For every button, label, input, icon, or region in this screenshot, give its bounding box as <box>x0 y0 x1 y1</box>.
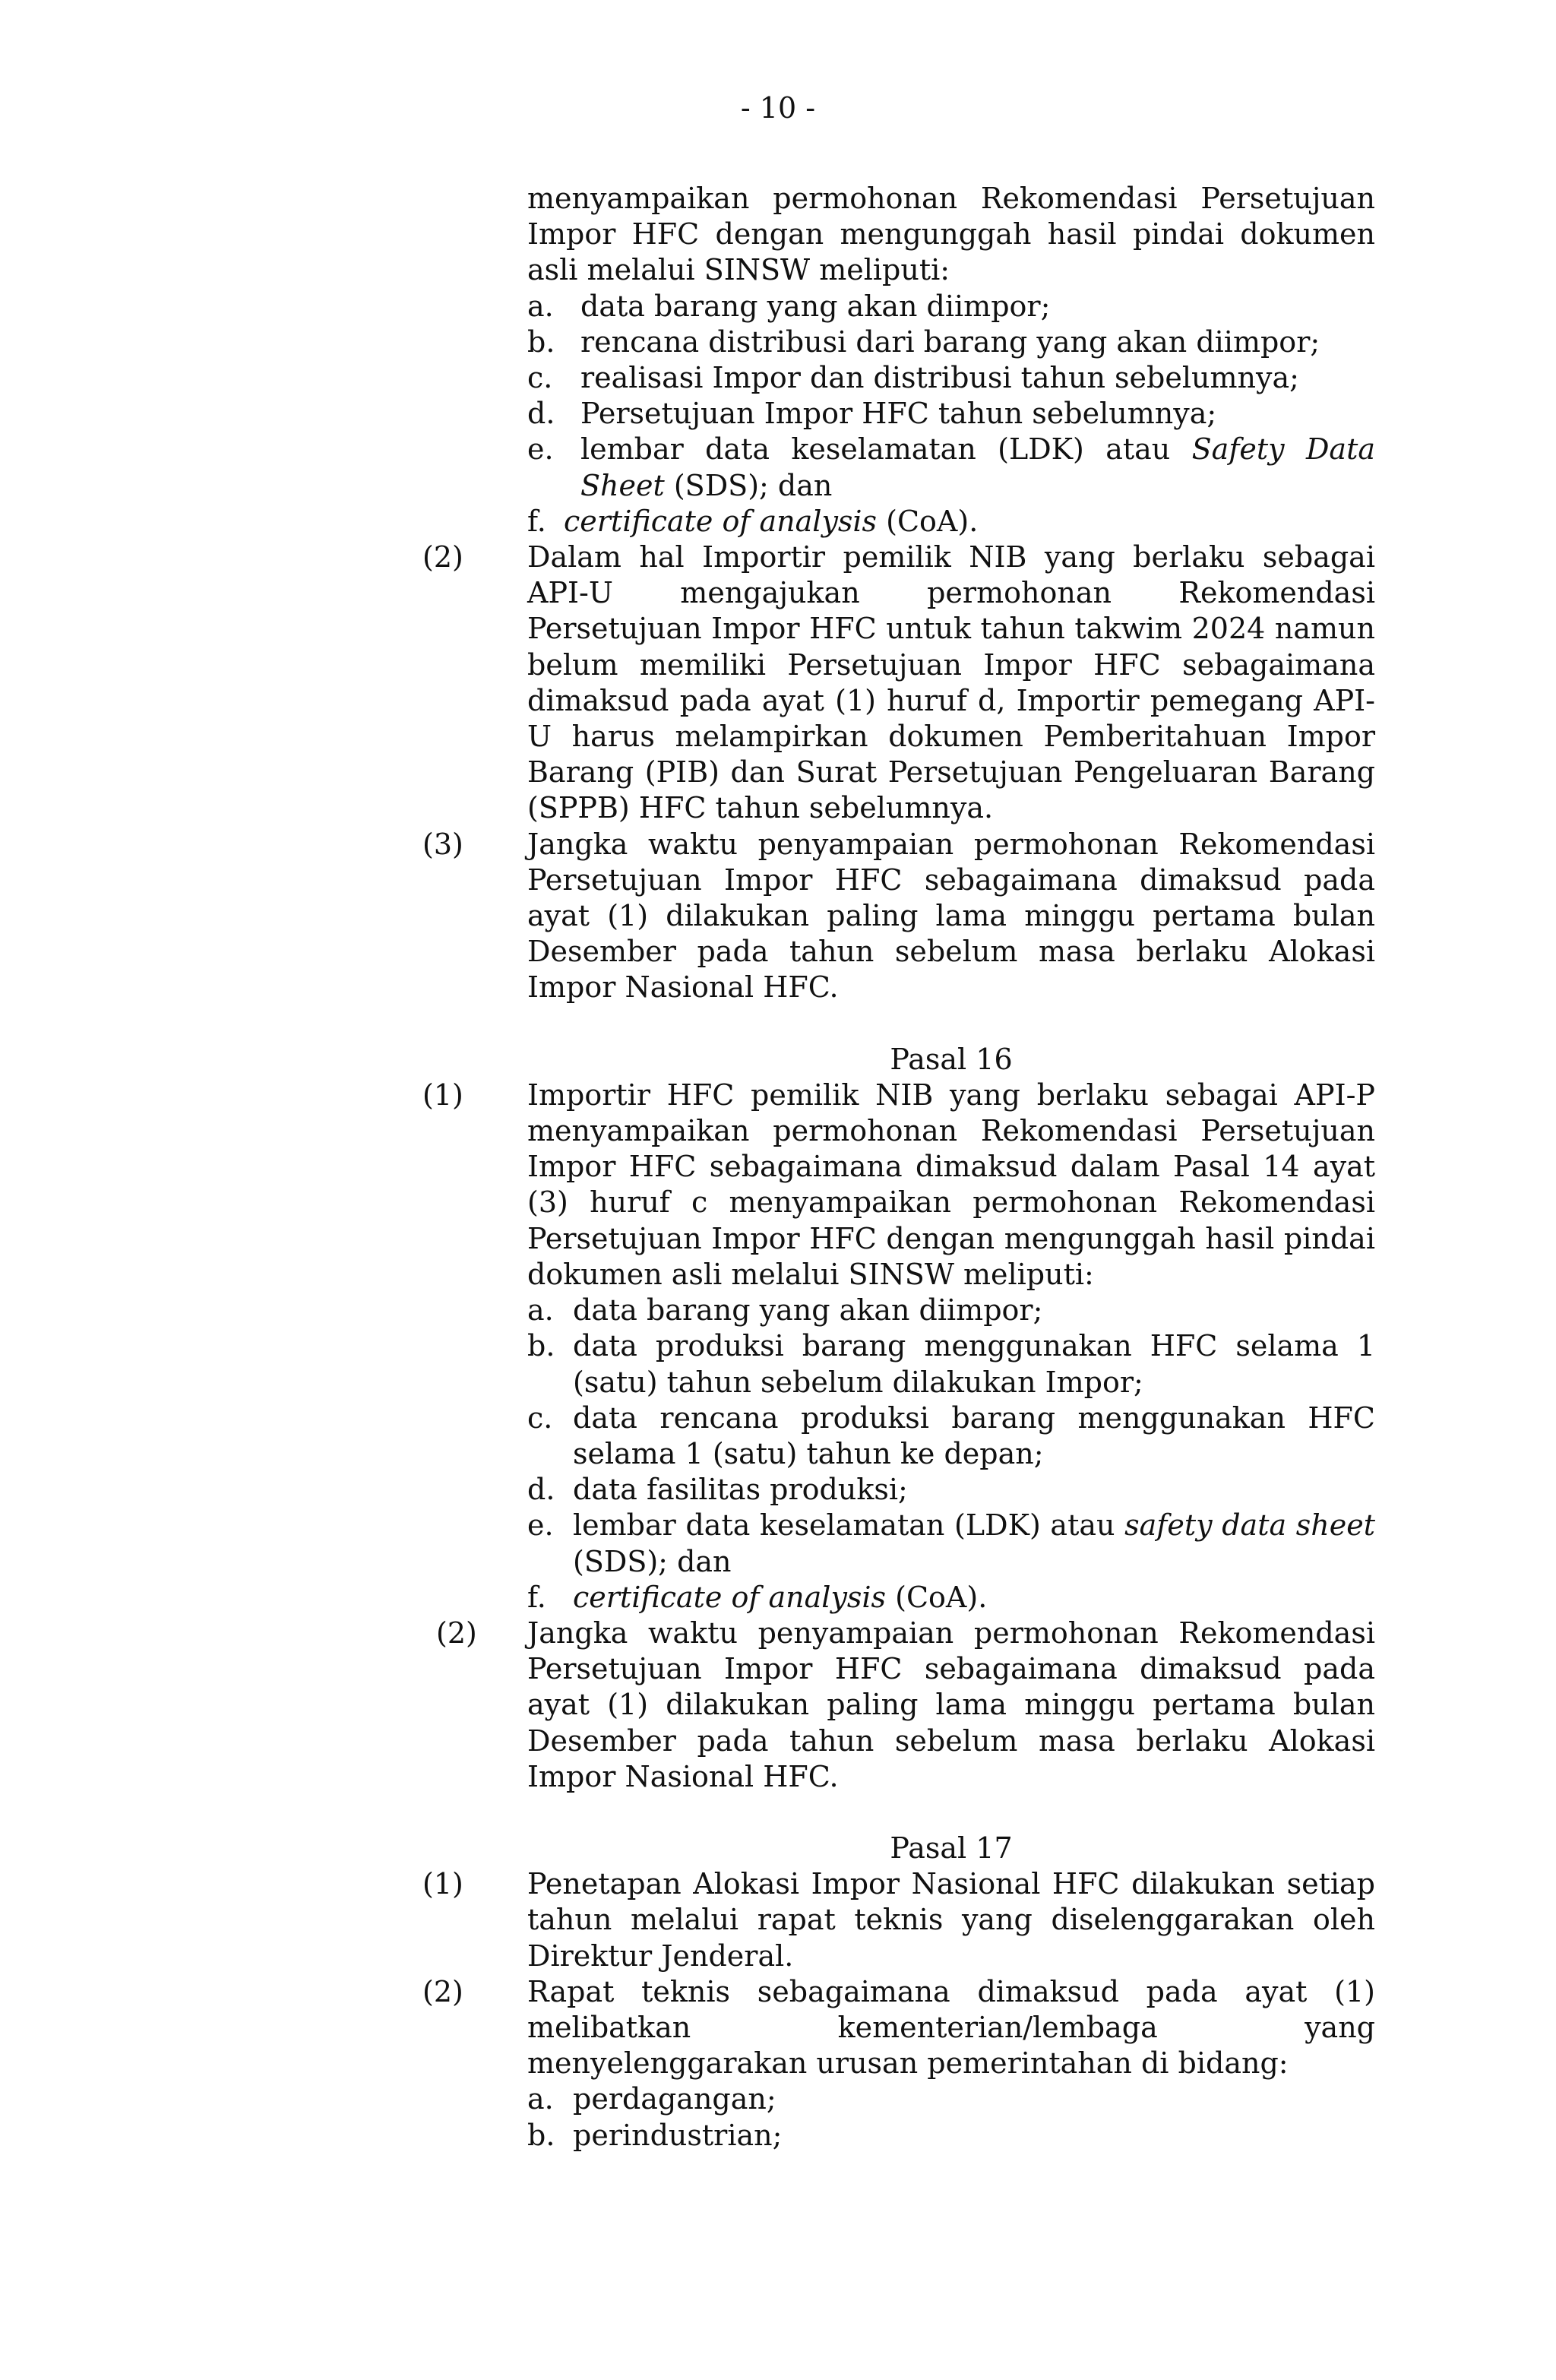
paragraph-text: menyampaikan permohonan Rekomendasi Persetujuan Impor HFC dengan mengunggah hasil pindai dokumen asli melalui SINSW meliputi: <box>527 182 1375 287</box>
list-text: data rencana produksi barang menggunakan HFC selama 1 (satu) tahun ke depan; <box>573 1400 1375 1470</box>
paragraph-text: Rapat teknis sebagaimana dimaksud pada ayat (1) melibatkan kementerian/lembaga yang menyelenggarakan urusan pemerintahan di bidang: <box>527 1974 1375 2081</box>
list-item <box>527 504 1375 540</box>
pasal15-ayat1-continuation <box>0 181 1556 289</box>
pasal17-heading: Pasal 17 <box>890 1831 1013 1865</box>
ayat-number: (2) <box>422 540 463 574</box>
list-text: data barang yang akan diimpor; <box>580 289 1051 323</box>
text-run: (CoA). <box>886 1580 988 1614</box>
list-item <box>527 324 1375 360</box>
list-text: realisasi Impor dan distribusi tahun sebelumnya; <box>580 361 1299 395</box>
list-letter: d. <box>527 397 555 431</box>
list-text: data fasilitas produksi; <box>573 1473 908 1507</box>
text-run: lembar data keselamatan (LDK) atau <box>580 432 1192 467</box>
document-body <box>0 181 1556 2154</box>
list-letter: f. <box>527 1580 546 1614</box>
list-item <box>527 289 1375 324</box>
list-letter: c. <box>527 1400 553 1435</box>
paragraph-text: Penetapan Alokasi Impor Nasional HFC dilakukan setiap tahun melalui rapat teknis yang diselenggarakan oleh Direktur Jenderal. <box>527 1867 1375 1973</box>
pasal15-ayat2 <box>0 540 1556 827</box>
pasal17-ayat2-list <box>0 2081 1556 2153</box>
ayat-number: (3) <box>422 827 463 861</box>
pasal17-ayat1 <box>0 1866 1556 1974</box>
page-number: - 10 - <box>740 91 816 125</box>
list-item <box>527 1293 1375 1328</box>
text-run: (SDS); dan <box>573 1544 732 1578</box>
pasal16-heading: Pasal 16 <box>890 1042 1013 1076</box>
list-letter: b. <box>527 2118 555 2152</box>
list-text: data barang yang akan diimpor; <box>573 1293 1043 1328</box>
list-item <box>527 396 1375 432</box>
list-letter: a. <box>527 1293 554 1328</box>
pasal17-ayat2 <box>0 1974 1556 2082</box>
text-run: lembar data keselamatan (LDK) atau <box>573 1508 1125 1543</box>
italic-term: certificate of analysis <box>564 504 878 538</box>
list-item <box>527 360 1375 396</box>
list-text: data produksi barang menggunakan HFC selama 1 (satu) tahun sebelum dilakukan Impor; <box>573 1329 1375 1399</box>
pasal16-ayat2 <box>0 1616 1556 1795</box>
list-letter: d. <box>527 1473 555 1507</box>
list-text <box>580 432 1375 503</box>
italic-term: Safety Data Sheet <box>580 432 1375 502</box>
ayat-number: (1) <box>422 1867 463 1901</box>
list-text <box>564 504 1375 540</box>
list-item <box>527 2118 1375 2154</box>
list-text <box>573 1580 1375 1616</box>
list-item <box>527 1328 1375 1400</box>
list-letter: e. <box>527 1508 554 1543</box>
ayat-number: (2) <box>422 1974 463 2008</box>
paragraph-text: Jangka waktu penyampaian permohonan Rekomendasi Persetujuan Impor HFC sebagaimana dimaksud pada ayat (1) dilakukan paling lama minggu pertama bulan Desember pada tahun sebelum masa berlaku Alokasi Impor Nasional HFC. <box>527 1616 1375 1793</box>
list-letter: b. <box>527 1329 555 1363</box>
list-item <box>527 1472 1375 1508</box>
text-run: (CoA). <box>877 504 979 538</box>
italic-term: certificate of analysis <box>573 1580 887 1614</box>
pasal15-ayat1-list <box>0 289 1556 540</box>
pasal16-ayat1-list <box>0 1293 1556 1616</box>
list-letter: a. <box>527 2082 554 2116</box>
list-letter: f. <box>527 504 546 538</box>
list-letter: e. <box>527 432 554 467</box>
list-text: Persetujuan Impor HFC tahun sebelumnya; <box>580 397 1217 431</box>
pasal16-ayat1 <box>0 1078 1556 1293</box>
list-letter: c. <box>527 361 553 395</box>
list-item <box>527 432 1375 503</box>
list-item <box>527 1400 1375 1472</box>
ayat-number: (2) <box>436 1616 477 1650</box>
text-run: (SDS); dan <box>664 468 833 502</box>
italic-term: safety data sheet <box>1124 1508 1375 1543</box>
ayat-number: (1) <box>422 1078 463 1112</box>
paragraph-text: Importir HFC pemilik NIB yang berlaku sebagai API-P menyampaikan permohonan Rekomendasi Persetujuan Impor HFC sebagaimana dimaksud dalam Pasal 14 ayat (3) huruf c menyampaikan permohonan Rekomendasi Persetujuan Impor HFC dengan mengunggah hasil pindai dokumen asli melalui SINSW meliputi: <box>527 1078 1375 1291</box>
list-text: perindustrian; <box>573 2118 783 2152</box>
list-item <box>527 2081 1375 2117</box>
list-letter: a. <box>527 289 554 323</box>
paragraph-text: Jangka waktu penyampaian permohonan Rekomendasi Persetujuan Impor HFC sebagaimana dimaksud pada ayat (1) dilakukan paling lama minggu pertama bulan Desember pada tahun sebelum masa berlaku Alokasi Impor Nasional HFC. <box>527 827 1375 1005</box>
paragraph-text: Dalam hal Importir pemilik NIB yang berlaku sebagai API-U mengajukan permohonan Rekomendasi Persetujuan Impor HFC untuk tahun takwim 2024 namun belum memiliki Persetujuan Impor HFC sebagaimana dimaksud pada ayat (1) huruf d, Importir pemegang API-U harus melampirkan dokumen Pemberitahuan Impor Barang (PIB) dan Surat Persetujuan Pengeluaran Barang (SPPB) HFC tahun sebelumnya. <box>527 540 1375 825</box>
list-text <box>573 1508 1375 1579</box>
list-item <box>527 1508 1375 1579</box>
list-text: perdagangan; <box>573 2082 776 2116</box>
list-letter: b. <box>527 324 555 359</box>
pasal15-ayat3 <box>0 827 1556 1006</box>
list-item <box>527 1580 1375 1616</box>
list-text: rencana distribusi dari barang yang akan diimpor; <box>580 324 1320 359</box>
